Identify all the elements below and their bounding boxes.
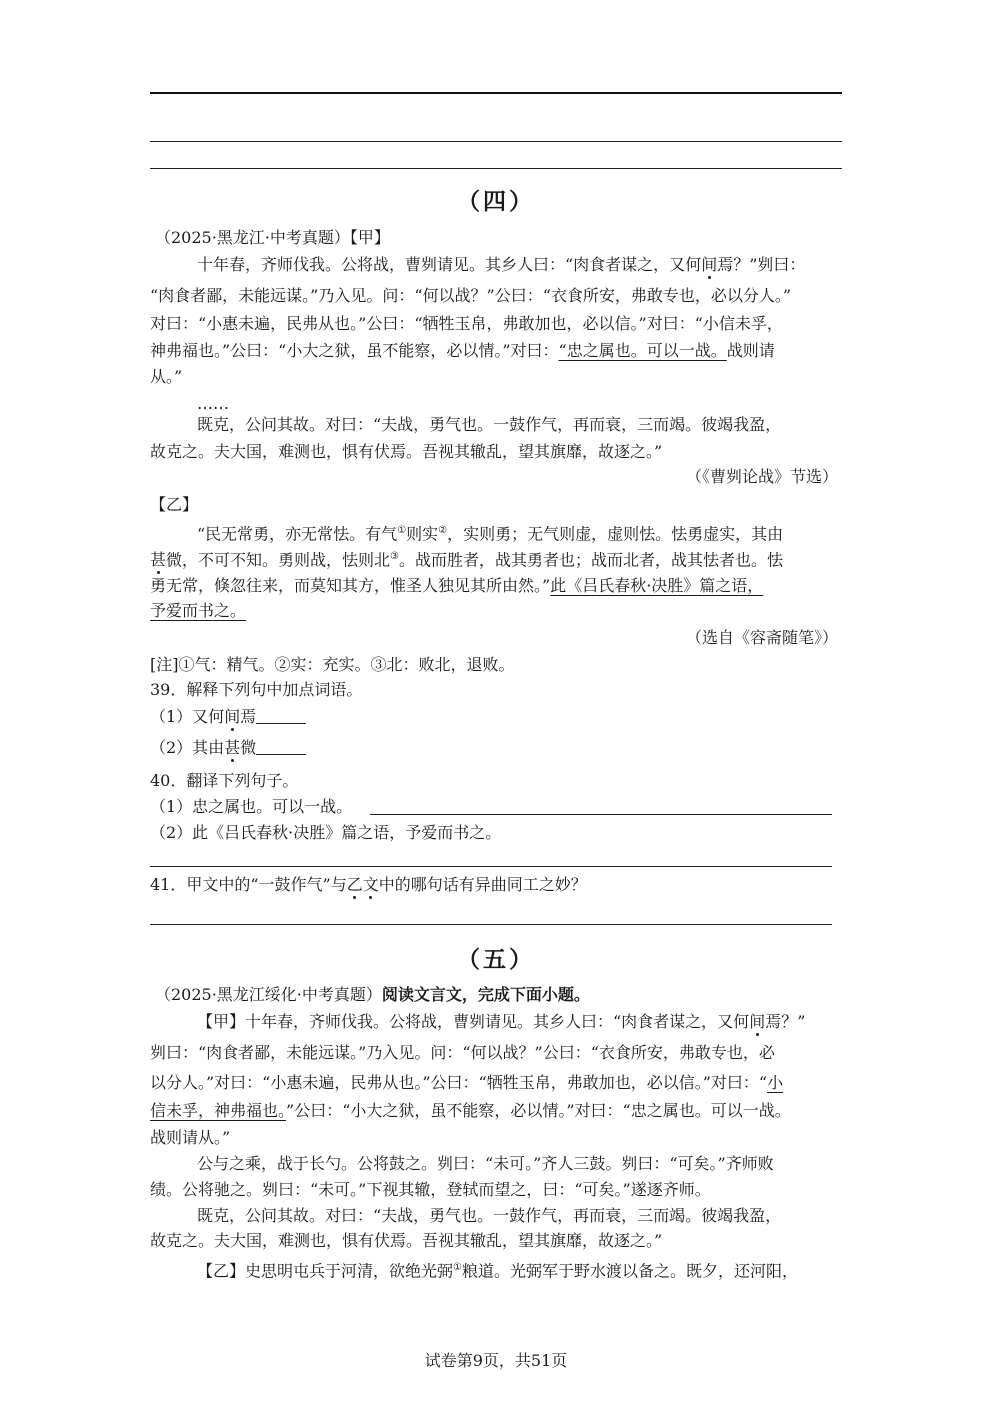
passage-line: 故克之。夫大国，难测也，惧有伏焉。吾视其辙乱，望其旗靡，故逐之。” [150,1231,663,1250]
passage-line: 【甲】十年春，齐师伐我。公将战，曹刿请见。其乡人曰：“肉食者谋之，又何间焉？” [197,1012,806,1031]
top-rule [150,92,842,94]
dotted-char: 文 [362,875,379,894]
dotted-char: 甚 [224,738,241,757]
passage-line: 对曰：“小惠未遍，民弗从也。”公曰：“牺牲玉帛，弗敢加也，必以信。”对曰：“小信未孚， [150,314,783,333]
passage-line: “肉食者鄙，未能远谋。”乃入见。问：“何以战？”公曰：“衣食所安，弗敢专也，必以分人。” [150,286,792,305]
attribution: （《曹刿论战》节选） [685,467,838,486]
passage-line: 刿曰：“肉食者鄙，未能远谋。”乃入见。问：“何以战？”公曰：“衣食所安，弗敢专也，必 [150,1043,775,1062]
passage-line: 从。” [150,367,183,386]
attribution: （选自《容斋随笔》） [685,628,838,647]
passage-line: 故克之。夫大国，难测也，惧有伏焉。吾视其辙乱，望其旗靡，故逐之。” [150,442,663,461]
passage-line: 绩。公将驰之。刿曰：“未可。”下视其辙，登轼而望之，曰：“可矣。”遂逐齐师。 [150,1180,711,1199]
source-label: （2025·黑龙江·中考真题）【甲】 [155,228,390,247]
page-footer: 试卷第9页，共51页 [424,1351,568,1370]
dotted-char: 间 [701,255,718,274]
answer-blank[interactable] [256,738,306,755]
answer-line [150,168,842,169]
dotted-char: 间 [224,707,241,726]
underlined-sentence: 予爱而书之。 [150,601,247,620]
passage-line [150,601,842,621]
question-39-2: （2）其由甚微 [150,738,842,758]
yi-label: 【乙】 [150,495,199,514]
underlined-sentence: 小 [767,1073,784,1092]
answer-line[interactable] [370,814,832,815]
passage-line: 战则请从。” [150,1128,231,1147]
passage-line: 公与之乘，战于长勺。公将鼓之。刿曰：“未可。”齐人三鼓。刿曰：“可矣。”齐师败 [197,1154,774,1173]
passage-line: 十年春，齐师伐我。公将战，曹刿请见。其乡人曰：“肉食者谋之，又何间焉？”刿曰： [197,255,806,274]
passage-line: 既克，公问其故。对曰：“夫战，勇气也。一鼓作气，再而衰，三而竭。彼竭我盈， [197,415,782,434]
question-41: 41．甲文中的“一鼓作气”与乙文中的哪句话有异曲同工之妙？ [150,875,587,894]
passage-line: 【乙】史思明屯兵于河清，欲绝光弼①粮道。光弼军于野水渡以备之。既夕，还河阳， [197,1261,798,1281]
underlined-sentence: 信未孚，神弗福也。 [150,1101,287,1120]
passage-line: 既克，公问其故。对曰：“夫战，勇气也。一鼓作气，再而衰，三而竭。彼竭我盈， [197,1206,782,1225]
underlined-sentence: “忠之属也。可以一战。 [558,341,727,360]
answer-blank[interactable] [256,707,306,724]
question-39: 39．解释下列句中加点词语。 [150,680,363,699]
notes: [注]①气：精气。②实：充实。③北：败北，退败。 [150,655,515,674]
dotted-char: 乙 [346,875,363,894]
source-label: （2025·黑龙江绥化·中考真题）阅读文言文，完成下面小题。 [155,985,590,1004]
passage-line: 信未孚，神弗福也。”公曰：“小大之狱，虽不能察，必以情。”对曰：“忠之属也。可以一战。 [150,1101,791,1120]
dotted-char: 甚 [150,550,167,570]
passage-line: 以分人。”对曰：“小惠未遍，民弗从也。”公曰：“牺牲玉帛，弗敢加也，必以信。”对曰：“小 [150,1073,784,1092]
question-40-1: （1）忠之属也。可以一战。 [150,797,353,816]
section-title-5: （五） [457,946,535,973]
answer-line [150,141,842,142]
passage-line: 甚微，不可不知。勇则战，怯则北③。战而胜者，战其勇者也；战而北者，战其怯者也。怯 [150,550,784,570]
dotted-char: 间 [749,1012,766,1031]
section-title-4: （四） [457,188,535,215]
passage-line: 神弗福也。”公曰：“小大之狱，虽不能察，必以情。”对曰：“忠之属也。可以一战。战则请 [150,341,775,360]
answer-line[interactable] [150,924,832,925]
question-40-2: （2）此《吕氏春秋·决胜》篇之语，予爱而书之。 [150,823,502,842]
question-40: 40．翻译下列句子。 [150,771,299,790]
passage-line: “民无常勇，亦无常怯。有气①则实②，实则勇；无气则虚，虚则怯。怯勇虚实，其由 [197,524,784,544]
ellipsis: …… [197,394,229,413]
underlined-sentence: 此《吕氏春秋·决胜》篇之语， [550,576,764,595]
answer-line[interactable] [150,866,832,867]
question-39-1: （1）又何间焉 [150,707,842,727]
passage-line: 勇无常，倏忽往来，而莫知其方，惟圣人独见其所由然。”此《吕氏春秋·决胜》篇之语， [150,576,764,595]
